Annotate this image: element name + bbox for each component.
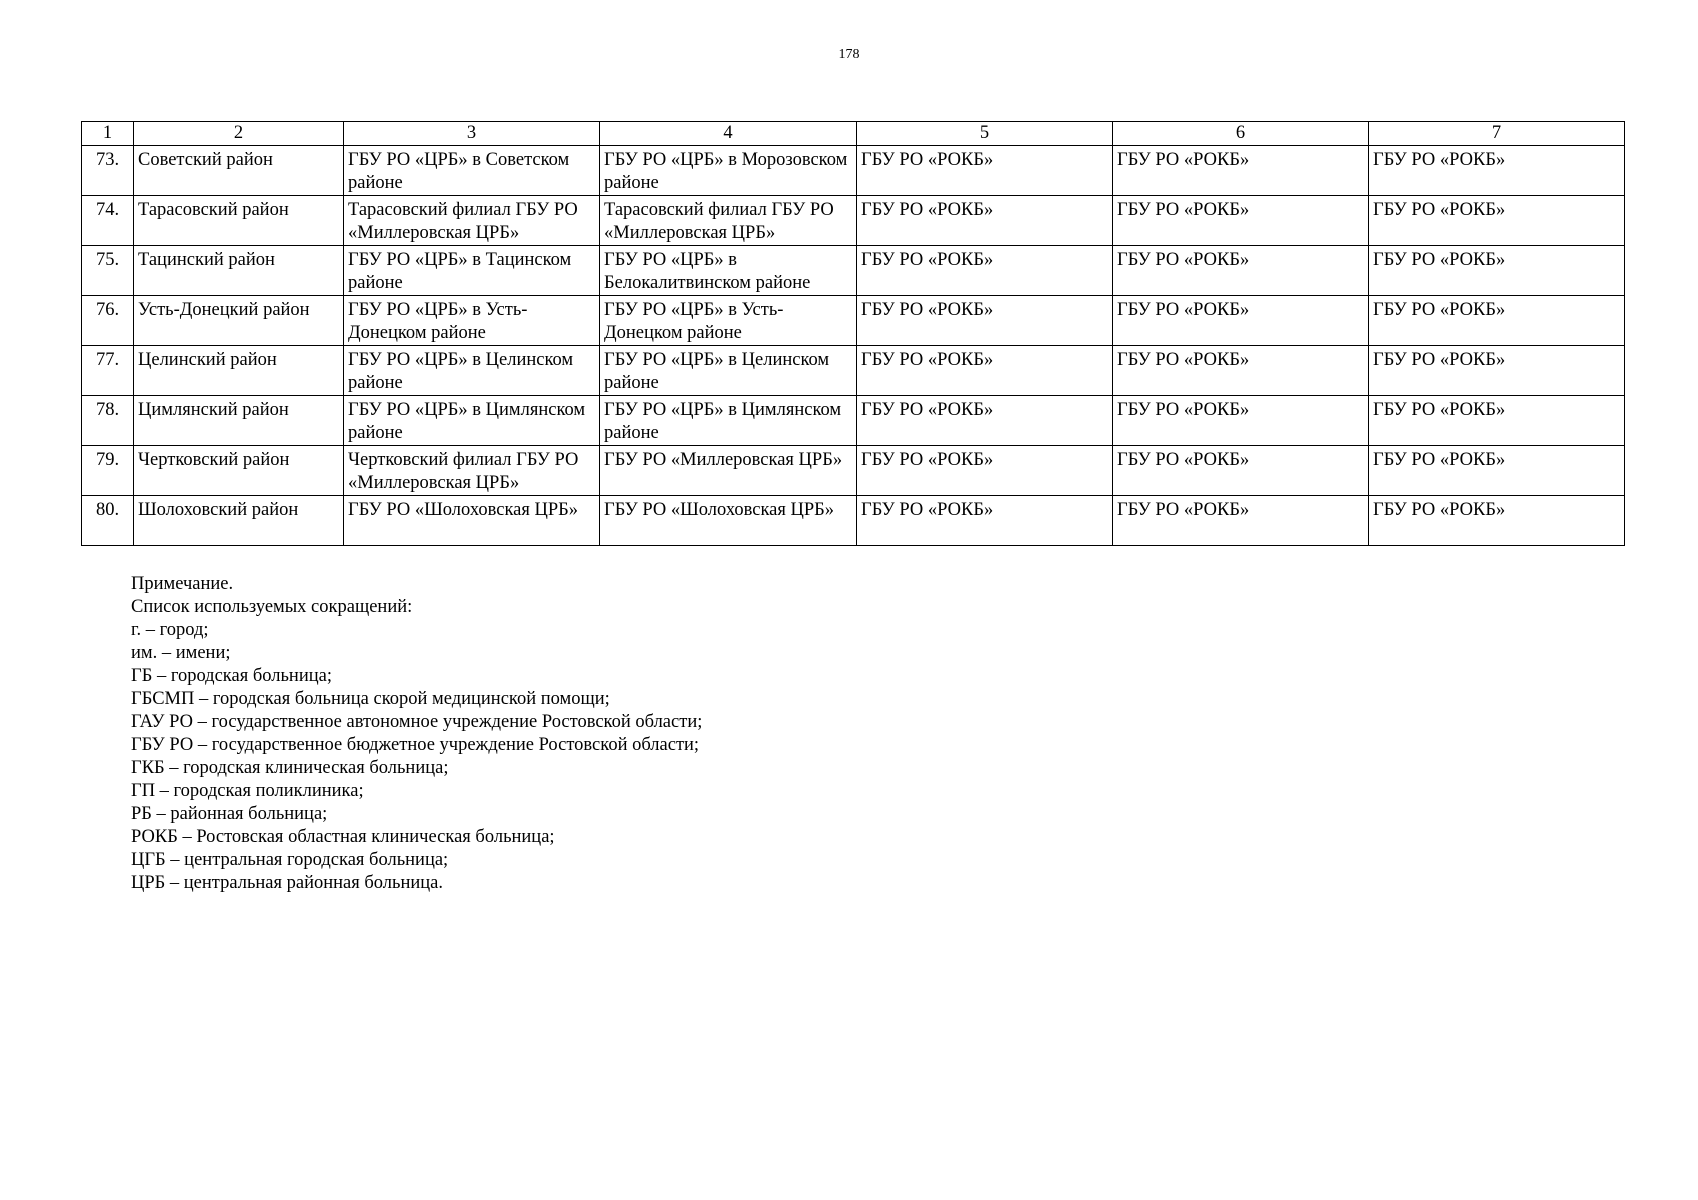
table-cell: ГБУ РО «РОКБ» — [1113, 296, 1369, 346]
page-number: 178 — [838, 47, 860, 62]
table-cell: ГБУ РО «РОКБ» — [1369, 446, 1625, 496]
note-title: Примечание. — [131, 574, 234, 594]
row-number: 78. — [82, 396, 134, 446]
table-row — [82, 196, 1625, 246]
district-name: Цимлянский район — [134, 396, 344, 446]
table-row — [82, 496, 1625, 546]
district-name: Целинский район — [134, 346, 344, 396]
abbreviation-item: ЦГБ – центральная городская больница; — [131, 850, 449, 870]
table-cell: ГБУ РО «РОКБ» — [1113, 496, 1369, 546]
table-cell: ГБУ РО «РОКБ» — [1369, 246, 1625, 296]
table-cell: ГБУ РО «РОКБ» — [1369, 396, 1625, 446]
abbreviation-item: ЦРБ – центральная районная больница. — [131, 873, 444, 893]
table-cell: ГБУ РО «РОКБ» — [857, 296, 1113, 346]
table-cell: ГБУ РО «ЦРБ» в Цимлянском районе — [344, 396, 600, 446]
row-number: 73. — [82, 146, 134, 196]
table-cell: ГБУ РО «РОКБ» — [1369, 146, 1625, 196]
table-cell: ГБУ РО «РОКБ» — [1369, 346, 1625, 396]
column-header: 2 — [134, 122, 344, 146]
table-cell: ГБУ РО «РОКБ» — [857, 196, 1113, 246]
abbreviation-item: РБ – районная больница; — [131, 804, 328, 824]
column-header: 4 — [600, 122, 857, 146]
table-cell: ГБУ РО «РОКБ» — [857, 446, 1113, 496]
table-cell: ГБУ РО «ЦРБ» в Целинском районе — [600, 346, 857, 396]
table-cell: ГБУ РО «ЦРБ» в Усть-Донецком районе — [344, 296, 600, 346]
row-number: 75. — [82, 246, 134, 296]
district-name: Тарасовский район — [134, 196, 344, 246]
column-header: 6 — [1113, 122, 1369, 146]
table-cell: ГБУ РО «ЦРБ» в Цимлянском районе — [600, 396, 857, 446]
table-cell: ГБУ РО «РОКБ» — [857, 396, 1113, 446]
abbreviations-note — [131, 573, 1231, 895]
district-name: Шолоховский район — [134, 496, 344, 546]
table-cell: Чертковский филиал ГБУ РО «Миллеровская ЦРБ» — [344, 446, 600, 496]
abbreviation-item: ГКБ – городская клиническая больница; — [131, 758, 449, 778]
row-number: 77. — [82, 346, 134, 396]
table-cell: ГБУ РО «ЦРБ» в Целинском районе — [344, 346, 600, 396]
table-header-row — [82, 122, 1625, 146]
district-name: Советский район — [134, 146, 344, 196]
row-number: 76. — [82, 296, 134, 346]
column-header: 3 — [344, 122, 600, 146]
abbreviation-item: ГБУ РО – государственное бюджетное учреждение Ростовской области; — [131, 735, 700, 755]
table-cell: ГБУ РО «РОКБ» — [857, 496, 1113, 546]
table-cell: ГБУ РО «ЦРБ» в Тацинском районе — [344, 246, 600, 296]
table-cell: ГБУ РО «ЦРБ» в Усть-Донецком районе — [600, 296, 857, 346]
table-cell: ГБУ РО «ЦРБ» в Морозовском районе — [600, 146, 857, 196]
row-number: 80. — [82, 496, 134, 546]
abbreviation-item: ГАУ РО – государственное автономное учреждение Ростовской области; — [131, 712, 703, 732]
table-row — [82, 346, 1625, 396]
abbreviation-item: РОКБ – Ростовская областная клиническая больница; — [131, 827, 555, 847]
table-cell: ГБУ РО «РОКБ» — [1113, 146, 1369, 196]
table-cell: ГБУ РО «Шолоховская ЦРБ» — [344, 496, 600, 546]
note-subtitle: Список используемых сокращений: — [131, 597, 413, 617]
table-cell: ГБУ РО «РОКБ» — [857, 346, 1113, 396]
table-cell: ГБУ РО «ЦРБ» в Белокалитвинском районе — [600, 246, 857, 296]
table-cell: ГБУ РО «РОКБ» — [857, 246, 1113, 296]
column-header: 7 — [1369, 122, 1625, 146]
abbreviation-item: ГБСМП – городская больница скорой медицинской помощи; — [131, 689, 610, 709]
abbreviation-item: ГП – городская поликлиника; — [131, 781, 364, 801]
row-number: 79. — [82, 446, 134, 496]
table-cell: ГБУ РО «ЦРБ» в Советском районе — [344, 146, 600, 196]
table-row — [82, 146, 1625, 196]
table-cell: ГБУ РО «РОКБ» — [1113, 196, 1369, 246]
district-name: Чертковский район — [134, 446, 344, 496]
abbreviation-item: им. – имени; — [131, 643, 231, 663]
table-row — [82, 296, 1625, 346]
table-cell: Тарасовский филиал ГБУ РО «Миллеровская ЦРБ» — [600, 196, 857, 246]
table-row — [82, 446, 1625, 496]
abbreviation-item: г. – город; — [131, 620, 209, 640]
table-row — [82, 396, 1625, 446]
table-cell: ГБУ РО «РОКБ» — [1113, 246, 1369, 296]
hospital-routing-table — [81, 121, 1625, 546]
table-cell: ГБУ РО «РОКБ» — [1113, 346, 1369, 396]
table-cell: ГБУ РО «Миллеровская ЦРБ» — [600, 446, 857, 496]
column-header: 1 — [82, 122, 134, 146]
row-number: 74. — [82, 196, 134, 246]
column-header: 5 — [857, 122, 1113, 146]
table-cell: ГБУ РО «РОКБ» — [1369, 496, 1625, 546]
table-cell: ГБУ РО «РОКБ» — [1369, 296, 1625, 346]
table-cell: ГБУ РО «РОКБ» — [1369, 196, 1625, 246]
table-row — [82, 246, 1625, 296]
district-name: Тацинский район — [134, 246, 344, 296]
table-cell: ГБУ РО «РОКБ» — [1113, 446, 1369, 496]
table-cell: ГБУ РО «РОКБ» — [857, 146, 1113, 196]
abbreviation-item: ГБ – городская больница; — [131, 666, 332, 686]
table-cell: Тарасовский филиал ГБУ РО «Миллеровская ЦРБ» — [344, 196, 600, 246]
table-cell: ГБУ РО «Шолоховская ЦРБ» — [600, 496, 857, 546]
district-name: Усть-Донецкий район — [134, 296, 344, 346]
table-cell: ГБУ РО «РОКБ» — [1113, 396, 1369, 446]
